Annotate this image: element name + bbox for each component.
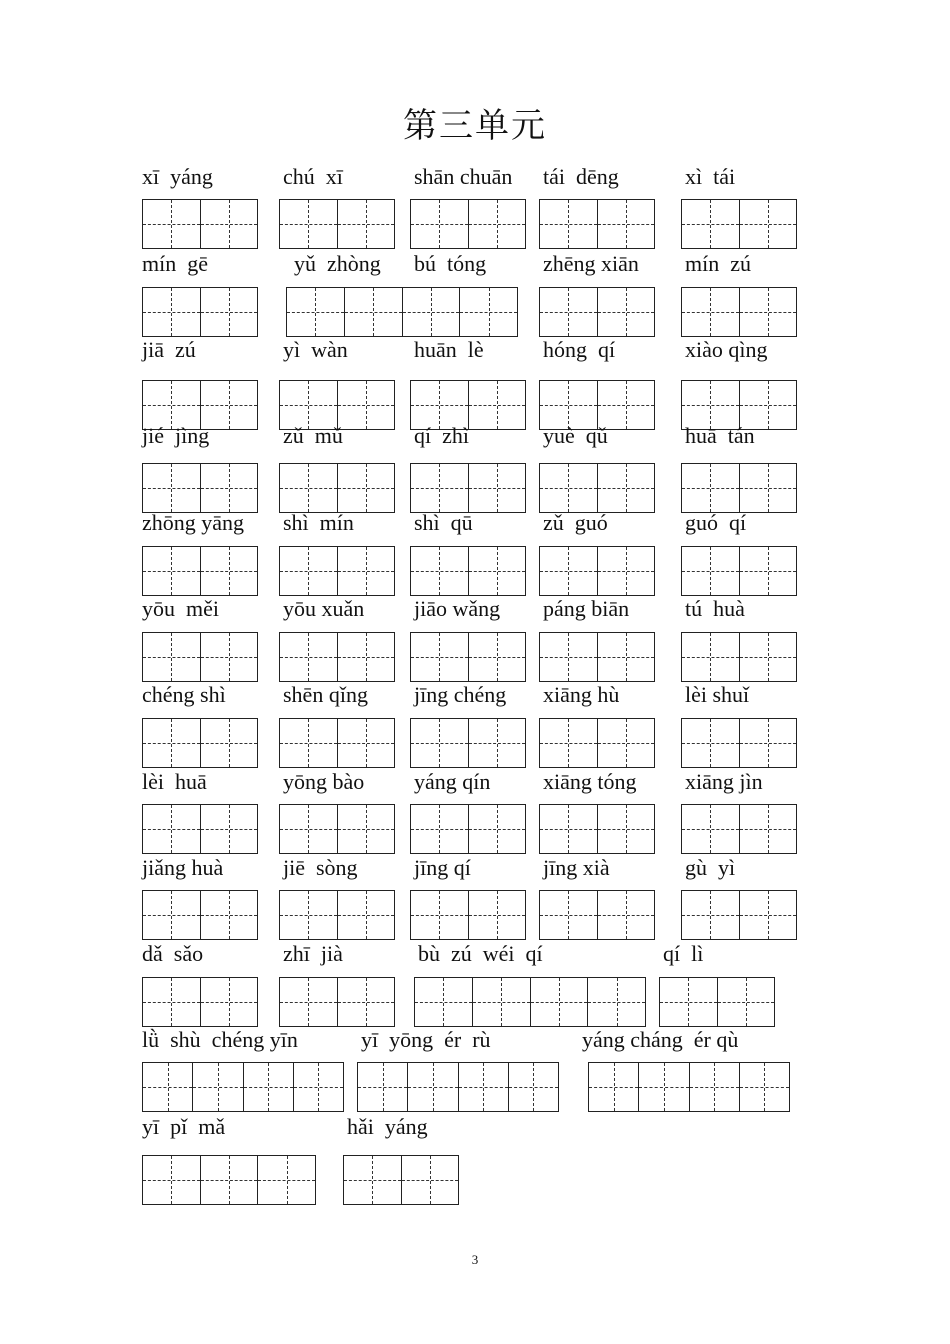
character-grid[interactable] bbox=[142, 977, 258, 1027]
tianzige-cell[interactable] bbox=[682, 464, 739, 512]
tianzige-cell[interactable] bbox=[638, 1063, 688, 1111]
tianzige-cell[interactable] bbox=[540, 633, 597, 681]
tianzige-cell[interactable] bbox=[243, 1063, 293, 1111]
tianzige-cell[interactable] bbox=[597, 805, 655, 853]
character-grid[interactable] bbox=[142, 546, 258, 596]
tianzige-cell[interactable] bbox=[508, 1063, 558, 1111]
pinyin-label: yī yōng ér rù bbox=[361, 1027, 491, 1052]
pinyin-label: yōng bào bbox=[283, 769, 365, 794]
tianzige-cell[interactable] bbox=[280, 719, 337, 767]
tianzige-cell[interactable] bbox=[597, 547, 655, 595]
pinyin-label: yōu xuǎn bbox=[283, 596, 365, 621]
tianzige-cell[interactable] bbox=[287, 288, 344, 336]
tianzige-cell[interactable] bbox=[143, 200, 200, 248]
tianzige-cell[interactable] bbox=[739, 381, 797, 429]
character-grid[interactable] bbox=[681, 718, 797, 768]
tianzige-cell[interactable] bbox=[200, 633, 258, 681]
tianzige-cell[interactable] bbox=[682, 547, 739, 595]
pinyin-label: yī pǐ mǎ bbox=[142, 1114, 226, 1139]
tianzige-cell[interactable] bbox=[540, 288, 597, 336]
tianzige-cell[interactable] bbox=[689, 1063, 739, 1111]
pinyin-label: páng biān bbox=[543, 596, 630, 621]
character-grid[interactable] bbox=[410, 718, 526, 768]
character-grid[interactable] bbox=[142, 890, 258, 940]
pinyin-label: jiē sòng bbox=[283, 855, 358, 880]
character-grid[interactable] bbox=[539, 199, 655, 249]
tianzige-cell[interactable] bbox=[468, 200, 526, 248]
character-grid[interactable] bbox=[681, 804, 797, 854]
tianzige-cell[interactable] bbox=[739, 1063, 789, 1111]
character-grid[interactable] bbox=[410, 890, 526, 940]
pinyin-label: dǎ sǎo bbox=[142, 941, 204, 966]
pinyin-label: hóng qí bbox=[543, 337, 616, 362]
tianzige-cell[interactable] bbox=[200, 1156, 258, 1204]
pinyin-label: chéng shì bbox=[142, 682, 226, 707]
tianzige-cell[interactable] bbox=[530, 978, 588, 1026]
character-grid[interactable] bbox=[279, 632, 395, 682]
tianzige-cell[interactable] bbox=[280, 978, 337, 1026]
tianzige-cell[interactable] bbox=[358, 1063, 407, 1111]
tianzige-cell[interactable] bbox=[200, 464, 258, 512]
tianzige-cell[interactable] bbox=[200, 805, 258, 853]
tianzige-cell[interactable] bbox=[143, 1063, 192, 1111]
tianzige-cell[interactable] bbox=[411, 805, 468, 853]
pinyin-label: yǔ zhòng bbox=[294, 251, 381, 276]
tianzige-cell[interactable] bbox=[293, 1063, 343, 1111]
character-grid[interactable] bbox=[539, 632, 655, 682]
tianzige-cell[interactable] bbox=[468, 805, 526, 853]
pinyin-label: zǔ mǔ bbox=[283, 423, 343, 448]
tianzige-cell[interactable] bbox=[411, 381, 468, 429]
character-grid[interactable] bbox=[142, 1062, 344, 1112]
tianzige-cell[interactable] bbox=[739, 464, 797, 512]
tianzige-cell[interactable] bbox=[415, 978, 472, 1026]
tianzige-cell[interactable] bbox=[739, 200, 797, 248]
character-grid[interactable] bbox=[410, 199, 526, 249]
tianzige-cell[interactable] bbox=[468, 719, 526, 767]
pinyin-label: tái dēng bbox=[543, 164, 619, 189]
tianzige-cell[interactable] bbox=[143, 719, 200, 767]
tianzige-cell[interactable] bbox=[540, 464, 597, 512]
tianzige-cell[interactable] bbox=[257, 1156, 315, 1204]
pinyin-label: jīng xià bbox=[543, 855, 610, 880]
tianzige-cell[interactable] bbox=[468, 464, 526, 512]
pinyin-label: zhī jià bbox=[283, 941, 343, 966]
tianzige-cell[interactable] bbox=[540, 200, 597, 248]
character-grid[interactable] bbox=[279, 977, 395, 1027]
tianzige-cell[interactable] bbox=[143, 547, 200, 595]
pinyin-label: lèi huā bbox=[142, 769, 207, 794]
pinyin-label: xiāng jìn bbox=[685, 769, 763, 794]
character-grid[interactable] bbox=[681, 287, 797, 337]
tianzige-cell[interactable] bbox=[411, 719, 468, 767]
pinyin-label: hǎi yáng bbox=[347, 1114, 428, 1139]
tianzige-cell[interactable] bbox=[200, 547, 258, 595]
tianzige-cell[interactable] bbox=[143, 288, 200, 336]
tianzige-cell[interactable] bbox=[739, 547, 797, 595]
tianzige-cell[interactable] bbox=[459, 288, 517, 336]
tianzige-cell[interactable] bbox=[337, 633, 395, 681]
tianzige-cell[interactable] bbox=[143, 978, 200, 1026]
tianzige-cell[interactable] bbox=[739, 891, 797, 939]
pinyin-label: jīng chéng bbox=[414, 682, 507, 707]
character-grid[interactable] bbox=[539, 287, 655, 337]
pinyin-label: bú tóng bbox=[414, 251, 487, 276]
pinyin-label: shì mín bbox=[283, 510, 354, 535]
pinyin-label: jié jìng bbox=[142, 423, 210, 448]
tianzige-cell[interactable] bbox=[280, 891, 337, 939]
tianzige-cell[interactable] bbox=[472, 978, 530, 1026]
tianzige-cell[interactable] bbox=[682, 805, 739, 853]
page-title: 第三单元 bbox=[403, 106, 547, 146]
character-grid[interactable] bbox=[142, 199, 258, 249]
character-grid[interactable] bbox=[279, 718, 395, 768]
pinyin-label: xiào qìng bbox=[685, 337, 768, 362]
character-grid[interactable] bbox=[279, 199, 395, 249]
character-grid[interactable] bbox=[539, 546, 655, 596]
pinyin-label: zhōng yāng bbox=[142, 510, 245, 535]
pinyin-label: qí zhì bbox=[414, 423, 469, 448]
character-grid[interactable] bbox=[410, 546, 526, 596]
tianzige-cell[interactable] bbox=[280, 200, 337, 248]
page-number: 3 bbox=[471, 1252, 479, 1267]
pinyin-label: shān chuān bbox=[414, 164, 513, 189]
tianzige-cell[interactable] bbox=[597, 288, 655, 336]
tianzige-cell[interactable] bbox=[739, 288, 797, 336]
character-grid[interactable] bbox=[539, 718, 655, 768]
tianzige-cell[interactable] bbox=[143, 1156, 200, 1204]
tianzige-cell[interactable] bbox=[411, 891, 468, 939]
character-grid[interactable] bbox=[681, 463, 797, 513]
pinyin-label: jiā zú bbox=[142, 337, 196, 362]
pinyin-label: gù yì bbox=[685, 855, 736, 880]
pinyin-label: chú xī bbox=[283, 164, 343, 189]
character-grid[interactable] bbox=[539, 804, 655, 854]
pinyin-label: zhēng xiān bbox=[543, 251, 639, 276]
pinyin-label: yì wàn bbox=[283, 337, 348, 362]
character-grid[interactable] bbox=[343, 1155, 459, 1205]
tianzige-cell[interactable] bbox=[597, 200, 655, 248]
tianzige-cell[interactable] bbox=[458, 1063, 508, 1111]
character-grid[interactable] bbox=[279, 463, 395, 513]
tianzige-cell[interactable] bbox=[468, 547, 526, 595]
tianzige-cell[interactable] bbox=[739, 633, 797, 681]
tianzige-cell[interactable] bbox=[597, 381, 655, 429]
tianzige-cell[interactable] bbox=[200, 288, 258, 336]
tianzige-cell[interactable] bbox=[280, 464, 337, 512]
pinyin-label: huān lè bbox=[414, 337, 484, 362]
tianzige-cell[interactable] bbox=[280, 805, 337, 853]
tianzige-cell[interactable] bbox=[468, 633, 526, 681]
tianzige-cell[interactable] bbox=[540, 381, 597, 429]
tianzige-cell[interactable] bbox=[682, 633, 739, 681]
tianzige-cell[interactable] bbox=[192, 1063, 242, 1111]
tianzige-cell[interactable] bbox=[597, 719, 655, 767]
tianzige-cell[interactable] bbox=[337, 547, 395, 595]
tianzige-cell[interactable] bbox=[337, 381, 395, 429]
pinyin-label: yōu měi bbox=[142, 596, 219, 621]
tianzige-cell[interactable] bbox=[597, 891, 655, 939]
pinyin-label: xī yáng bbox=[142, 164, 213, 189]
character-grid[interactable] bbox=[681, 199, 797, 249]
tianzige-cell[interactable] bbox=[411, 200, 468, 248]
pinyin-label: tú huà bbox=[685, 596, 745, 621]
pinyin-label: yáng qín bbox=[414, 769, 491, 794]
tianzige-cell[interactable] bbox=[411, 633, 468, 681]
character-grid[interactable] bbox=[142, 287, 258, 337]
tianzige-cell[interactable] bbox=[589, 1063, 638, 1111]
pinyin-label: xiāng hù bbox=[543, 682, 620, 707]
pinyin-label: guó qí bbox=[685, 510, 747, 535]
pinyin-label: lǜ shù chéng yīn bbox=[142, 1027, 298, 1052]
tianzige-cell[interactable] bbox=[682, 200, 739, 248]
pinyin-label: zǔ guó bbox=[543, 510, 608, 535]
tianzige-cell[interactable] bbox=[200, 719, 258, 767]
tianzige-cell[interactable] bbox=[337, 978, 395, 1026]
tianzige-cell[interactable] bbox=[411, 547, 468, 595]
pinyin-label: jiāo wǎng bbox=[414, 596, 501, 621]
pinyin-label: mín zú bbox=[685, 251, 751, 276]
character-grid[interactable] bbox=[142, 1155, 316, 1205]
pinyin-label: jīng qí bbox=[414, 855, 471, 880]
pinyin-label: xiāng tóng bbox=[543, 769, 637, 794]
tianzige-cell[interactable] bbox=[540, 547, 597, 595]
tianzige-cell[interactable] bbox=[411, 464, 468, 512]
tianzige-cell[interactable] bbox=[587, 978, 645, 1026]
pinyin-label: jiǎng huà bbox=[142, 855, 224, 880]
character-grid[interactable] bbox=[681, 632, 797, 682]
tianzige-cell[interactable] bbox=[468, 381, 526, 429]
tianzige-cell[interactable] bbox=[402, 288, 460, 336]
tianzige-cell[interactable] bbox=[682, 719, 739, 767]
character-grid[interactable] bbox=[279, 804, 395, 854]
tianzige-cell[interactable] bbox=[200, 978, 258, 1026]
tianzige-cell[interactable] bbox=[143, 464, 200, 512]
tianzige-cell[interactable] bbox=[344, 288, 402, 336]
tianzige-cell[interactable] bbox=[280, 381, 337, 429]
character-grid[interactable] bbox=[279, 546, 395, 596]
character-grid[interactable] bbox=[286, 287, 518, 337]
pinyin-label: yáng cháng ér qù bbox=[582, 1027, 739, 1052]
pinyin-label: lèi shuǐ bbox=[685, 682, 750, 707]
tianzige-cell[interactable] bbox=[143, 891, 200, 939]
character-grid[interactable] bbox=[142, 804, 258, 854]
pinyin-label: yuè qǔ bbox=[543, 423, 608, 448]
tianzige-cell[interactable] bbox=[280, 547, 337, 595]
tianzige-cell[interactable] bbox=[143, 805, 200, 853]
tianzige-cell[interactable] bbox=[337, 200, 395, 248]
tianzige-cell[interactable] bbox=[682, 891, 739, 939]
character-grid[interactable] bbox=[410, 463, 526, 513]
tianzige-cell[interactable] bbox=[407, 1063, 457, 1111]
character-grid[interactable] bbox=[357, 1062, 559, 1112]
tianzige-cell[interactable] bbox=[337, 719, 395, 767]
tianzige-cell[interactable] bbox=[540, 891, 597, 939]
tianzige-cell[interactable] bbox=[280, 633, 337, 681]
tianzige-cell[interactable] bbox=[739, 719, 797, 767]
character-grid[interactable] bbox=[414, 977, 646, 1027]
pinyin-label: qí lì bbox=[663, 941, 704, 966]
tianzige-cell[interactable] bbox=[143, 381, 200, 429]
tianzige-cell[interactable] bbox=[597, 633, 655, 681]
pinyin-label: bù zú wéi qí bbox=[418, 941, 543, 966]
pinyin-label: huā tán bbox=[685, 423, 755, 448]
character-grid[interactable] bbox=[279, 890, 395, 940]
tianzige-cell[interactable] bbox=[540, 805, 597, 853]
tianzige-cell[interactable] bbox=[337, 891, 395, 939]
character-grid[interactable] bbox=[142, 632, 258, 682]
character-grid[interactable] bbox=[681, 546, 797, 596]
tianzige-cell[interactable] bbox=[739, 805, 797, 853]
tianzige-cell[interactable] bbox=[660, 978, 717, 1026]
tianzige-cell[interactable] bbox=[337, 805, 395, 853]
tianzige-cell[interactable] bbox=[597, 464, 655, 512]
pinyin-label: shì qū bbox=[414, 510, 473, 535]
character-grid[interactable] bbox=[410, 632, 526, 682]
character-grid[interactable] bbox=[539, 463, 655, 513]
tianzige-cell[interactable] bbox=[200, 381, 258, 429]
character-grid[interactable] bbox=[588, 1062, 790, 1112]
character-grid[interactable] bbox=[142, 718, 258, 768]
character-grid[interactable] bbox=[681, 890, 797, 940]
tianzige-cell[interactable] bbox=[682, 288, 739, 336]
character-grid[interactable] bbox=[659, 977, 775, 1027]
pinyin-label: mín gē bbox=[142, 251, 208, 276]
tianzige-cell[interactable] bbox=[337, 464, 395, 512]
character-grid[interactable] bbox=[539, 890, 655, 940]
tianzige-cell[interactable] bbox=[468, 891, 526, 939]
tianzige-cell[interactable] bbox=[200, 891, 258, 939]
character-grid[interactable] bbox=[410, 804, 526, 854]
tianzige-cell[interactable] bbox=[143, 633, 200, 681]
pinyin-label: xì tái bbox=[685, 164, 736, 189]
tianzige-cell[interactable] bbox=[401, 1156, 459, 1204]
pinyin-label: shēn qǐng bbox=[283, 682, 368, 707]
tianzige-cell[interactable] bbox=[200, 200, 258, 248]
tianzige-cell[interactable] bbox=[682, 381, 739, 429]
tianzige-cell[interactable] bbox=[344, 1156, 401, 1204]
character-grid[interactable] bbox=[142, 463, 258, 513]
tianzige-cell[interactable] bbox=[717, 978, 775, 1026]
tianzige-cell[interactable] bbox=[540, 719, 597, 767]
